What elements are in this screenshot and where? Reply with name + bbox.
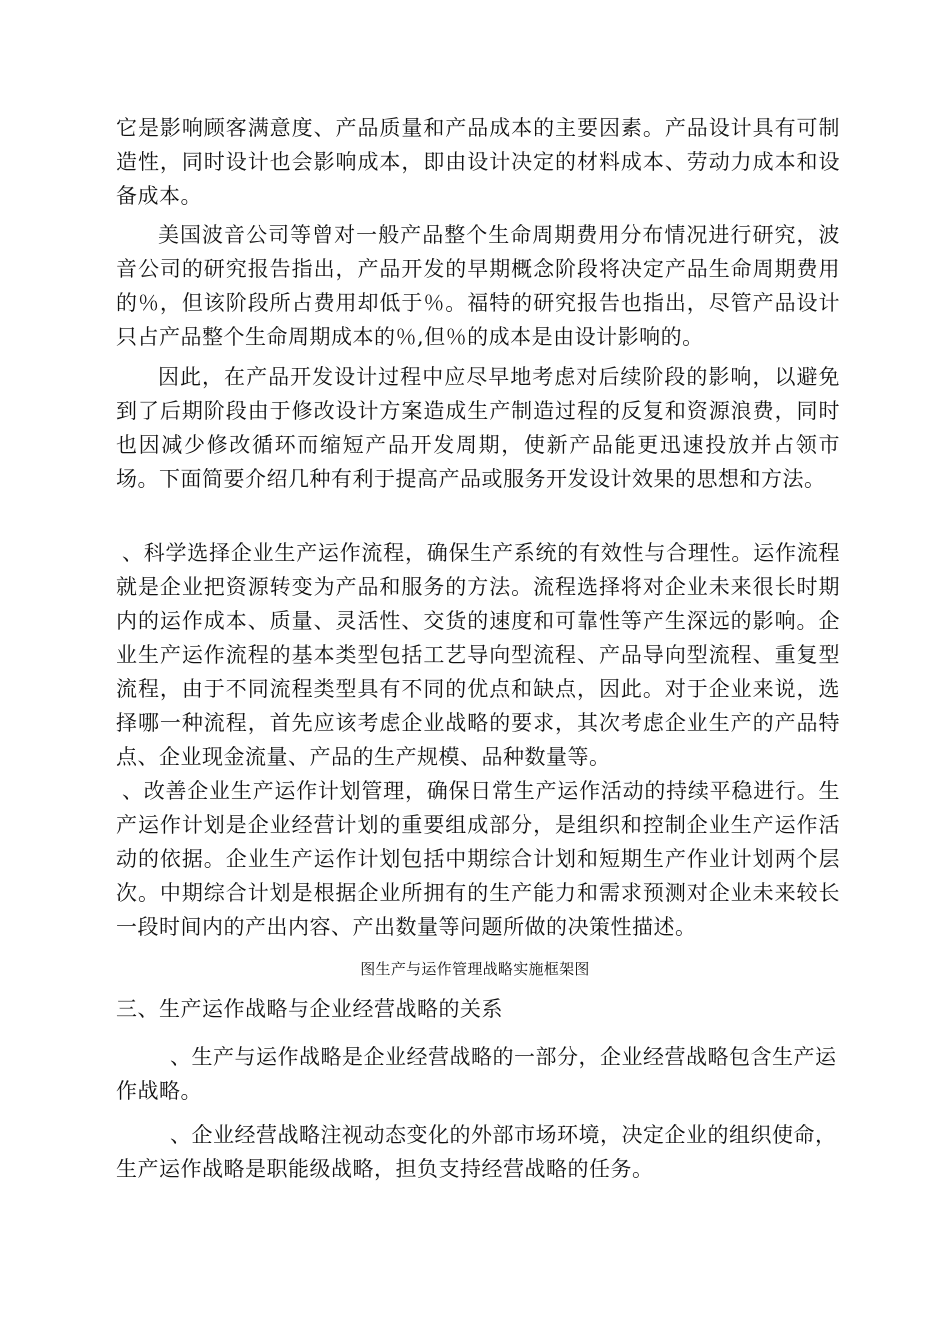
paragraph-process-selection: 、科学选择企业生产运作流程，确保生产系统的有效性与合理性。运作流程就是企业把资源转变为产品和服务的方法。流程选择将对企业未来很长时期内的运作成本、质量、灵活性、交货的速度和可靠性等产生深远的影响。企业生产运作流程的基本类型包括工艺导向型流程、产品导向型流程、重复型流程，由于不同流程类型具有不同的优点和缺点，因此。对于企业来说，选择哪一种流程，首先应该考虑企业战略的要求，其次考虑企业生产的产品特点、企业现金流量、产品的生产规模、品种数量等。: [116, 541, 840, 769]
list-item-functional-strategy: 、企业经营战略注视动态变化的外部市场环境，决定企业的组织使命，生产运作战略是职能级战略，担负支持经营战略的任务。: [116, 1123, 837, 1181]
paragraph-product-design-cost: 它是影响顾客满意度、产品质量和产品成本的主要因素。产品设计具有可制造性，同时设计也会影响成本，即由设计决定的材料成本、劳动力成本和设备成本。: [116, 116, 840, 208]
figure-caption: 图生产与运作管理战略实施框架图: [360, 960, 590, 978]
section-heading: 三、生产运作战略与企业经营战略的关系: [116, 997, 503, 1021]
paragraph-planning-management: 、改善企业生产运作计划管理，确保日常生产运作活动的持续平稳进行。生产运作计划是企业经营计划的重要组成部分，是组织和控制企业生产运作活动的依据。企业生产运作计划包括中期综合计划和短期生产作业计划两个层次。中期综合计划是根据企业所拥有的生产能力和需求预测对企业未来较长一段时间内的产出内容、产出数量等问题所做的决策性描述。: [116, 779, 840, 939]
paragraph-early-consideration: 因此，在产品开发设计过程中应尽早地考虑对后续阶段的影响，以避免到了后期阶段由于修改设计方案造成生产制造过程的反复和资源浪费，同时也因减少修改循环而缩短产品开发周期，使新产品能更迅速投放并占领市场。下面简要介绍几种有利于提高产品或服务开发设计效果的思想和方法。: [116, 365, 840, 491]
paragraph-boeing-research: 美国波音公司等曾对一般产品整个生命周期费用分布情况进行研究，波音公司的研究报告指出，产品开发的早期概念阶段将决定产品生命周期费用的％，但该阶段所占费用却低于％。福特的研究报告也指出，尽管产品设计只占产品整个生命周期成本的％,但％的成本是由设计影响的。: [116, 223, 840, 349]
list-item-strategy-part: 、生产与运作战略是企业经营战略的一部分，企业经营战略包含生产运作战略。: [116, 1045, 837, 1103]
